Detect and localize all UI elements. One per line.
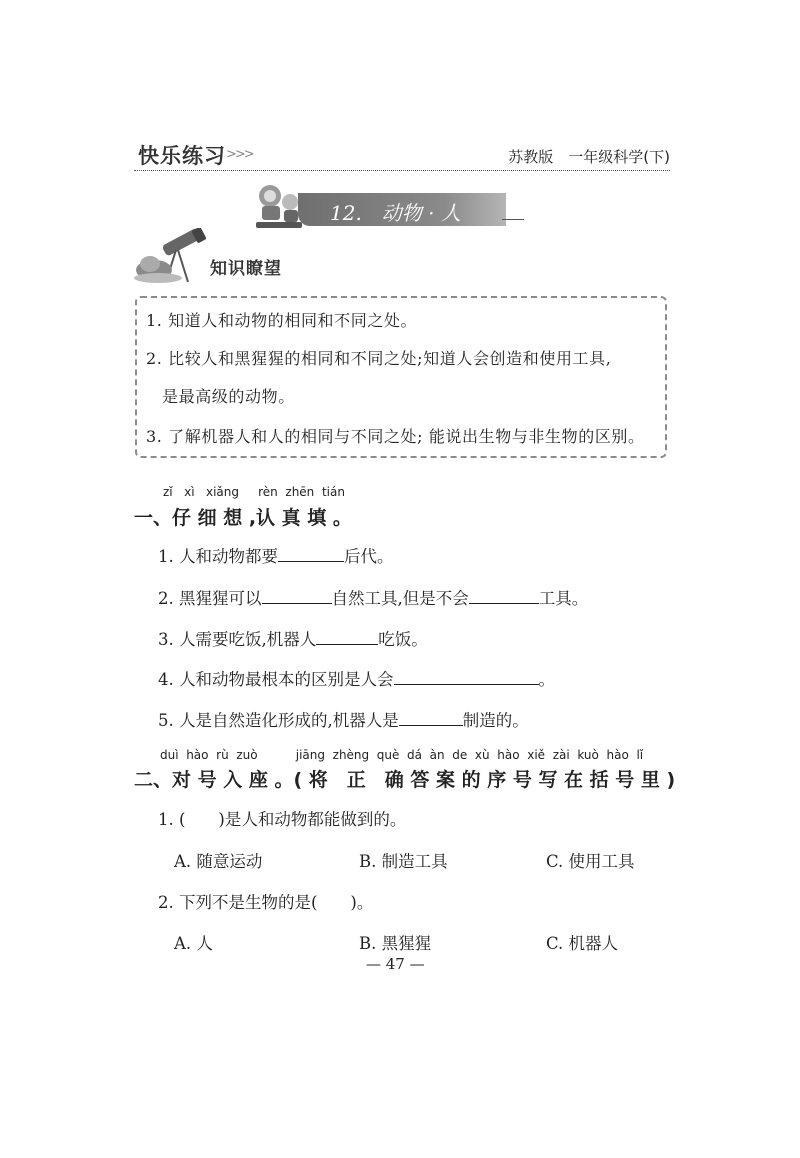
pinyin: tián bbox=[321, 485, 345, 499]
pinyin: de bbox=[452, 748, 468, 762]
s1-question-4 bbox=[158, 666, 555, 690]
objective-2: 2. 比较人和黑猩猩的相同和不同之处;知道人会创造和使用工具, bbox=[146, 349, 612, 368]
pinyin: què bbox=[376, 748, 400, 762]
pinyin: hào bbox=[606, 748, 629, 762]
section1-title: 一、仔 细 想 ,认 真 填 。 bbox=[134, 507, 352, 529]
s2-question-1: 1. ( )是人和动物都能做到的。 bbox=[158, 810, 407, 829]
option-a[interactable]: A. 随意运动 bbox=[174, 852, 263, 871]
edition-label: 苏教版 一年级科学(下) bbox=[508, 148, 670, 166]
s1-question-2 bbox=[158, 585, 588, 609]
pinyin: xiě bbox=[527, 748, 546, 762]
telescope-icon bbox=[132, 228, 210, 286]
question-text: 2. 黑猩猩可以 bbox=[158, 589, 262, 608]
overview-label: 知识瞭望 bbox=[210, 259, 282, 279]
answer-blank[interactable] bbox=[394, 670, 539, 685]
s1-question-5 bbox=[158, 707, 529, 731]
banner-underline bbox=[502, 219, 524, 220]
pinyin: zǐ bbox=[163, 485, 173, 499]
pinyin: zuò bbox=[236, 748, 258, 762]
page-number: — 47 — bbox=[366, 955, 425, 973]
pinyin: hào bbox=[186, 748, 209, 762]
question-text: 自然工具,但是不会 bbox=[331, 589, 469, 608]
question-text: 制造的。 bbox=[462, 711, 529, 730]
option-a[interactable]: A. 人 bbox=[174, 934, 213, 953]
answer-blank[interactable] bbox=[399, 711, 463, 726]
pinyin: zhēn bbox=[285, 485, 315, 499]
objective-1: 1. 知道人和动物的相同和不同之处。 bbox=[146, 311, 418, 330]
pinyin: rèn bbox=[258, 485, 278, 499]
pinyin: duì bbox=[160, 748, 179, 762]
question-text: 4. 人和动物最根本的区别是人会 bbox=[158, 670, 394, 689]
pinyin: dá bbox=[407, 748, 423, 762]
section1-pinyin bbox=[163, 485, 345, 499]
pinyin: jiāng bbox=[295, 748, 325, 762]
pinyin: kuò bbox=[577, 748, 599, 762]
question-text: 工具。 bbox=[538, 589, 589, 608]
s1-question-3 bbox=[158, 626, 428, 650]
answer-blank[interactable] bbox=[278, 547, 344, 562]
pinyin: àn bbox=[429, 748, 445, 762]
question-text: 。 bbox=[538, 670, 555, 689]
section2-title: 二、对 号 入 座 。( 将 正 确 答 案 的 序 号 写 在 括 号 里 ) bbox=[134, 769, 676, 791]
lesson-title: 12. 动物 · 人 bbox=[330, 201, 461, 225]
pinyin: zhèng bbox=[332, 748, 370, 762]
pinyin: xì bbox=[184, 485, 195, 499]
question-text: 吃饭。 bbox=[378, 630, 428, 649]
s2-question-2: 2. 下列不是生物的是( )。 bbox=[158, 893, 374, 912]
question-text: 3. 人需要吃饭,机器人 bbox=[158, 630, 317, 649]
pinyin: xù bbox=[474, 748, 490, 762]
objective-2-cont: 是最高级的动物。 bbox=[162, 387, 295, 406]
section2-pinyin bbox=[160, 748, 643, 762]
question-text: 后代。 bbox=[344, 547, 394, 566]
pinyin: lǐ bbox=[636, 748, 644, 762]
question-text: 5. 人是自然造化形成的,机器人是 bbox=[158, 711, 399, 730]
pinyin: rù bbox=[216, 748, 229, 762]
objective-3: 3. 了解机器人和人的相同与不同之处; 能说出生物与非生物的区别。 bbox=[146, 427, 645, 446]
answer-blank[interactable] bbox=[469, 589, 539, 604]
pinyin: zài bbox=[552, 748, 570, 762]
chevron-right-icon: >>> bbox=[226, 147, 253, 162]
answer-blank[interactable] bbox=[262, 589, 332, 604]
option-c[interactable]: C. 机器人 bbox=[546, 934, 619, 953]
pinyin: xiǎng bbox=[205, 485, 239, 499]
pinyin: hào bbox=[497, 748, 520, 762]
header-divider bbox=[134, 170, 670, 171]
answer-blank[interactable] bbox=[316, 630, 378, 645]
s1-question-1 bbox=[158, 543, 394, 567]
series-title: 快乐练习 bbox=[138, 144, 226, 168]
option-b[interactable]: B. 制造工具 bbox=[359, 852, 448, 871]
question-text: 1. 人和动物都要 bbox=[158, 547, 278, 566]
option-c[interactable]: C. 使用工具 bbox=[546, 852, 635, 871]
option-b[interactable]: B. 黑猩猩 bbox=[359, 934, 432, 953]
